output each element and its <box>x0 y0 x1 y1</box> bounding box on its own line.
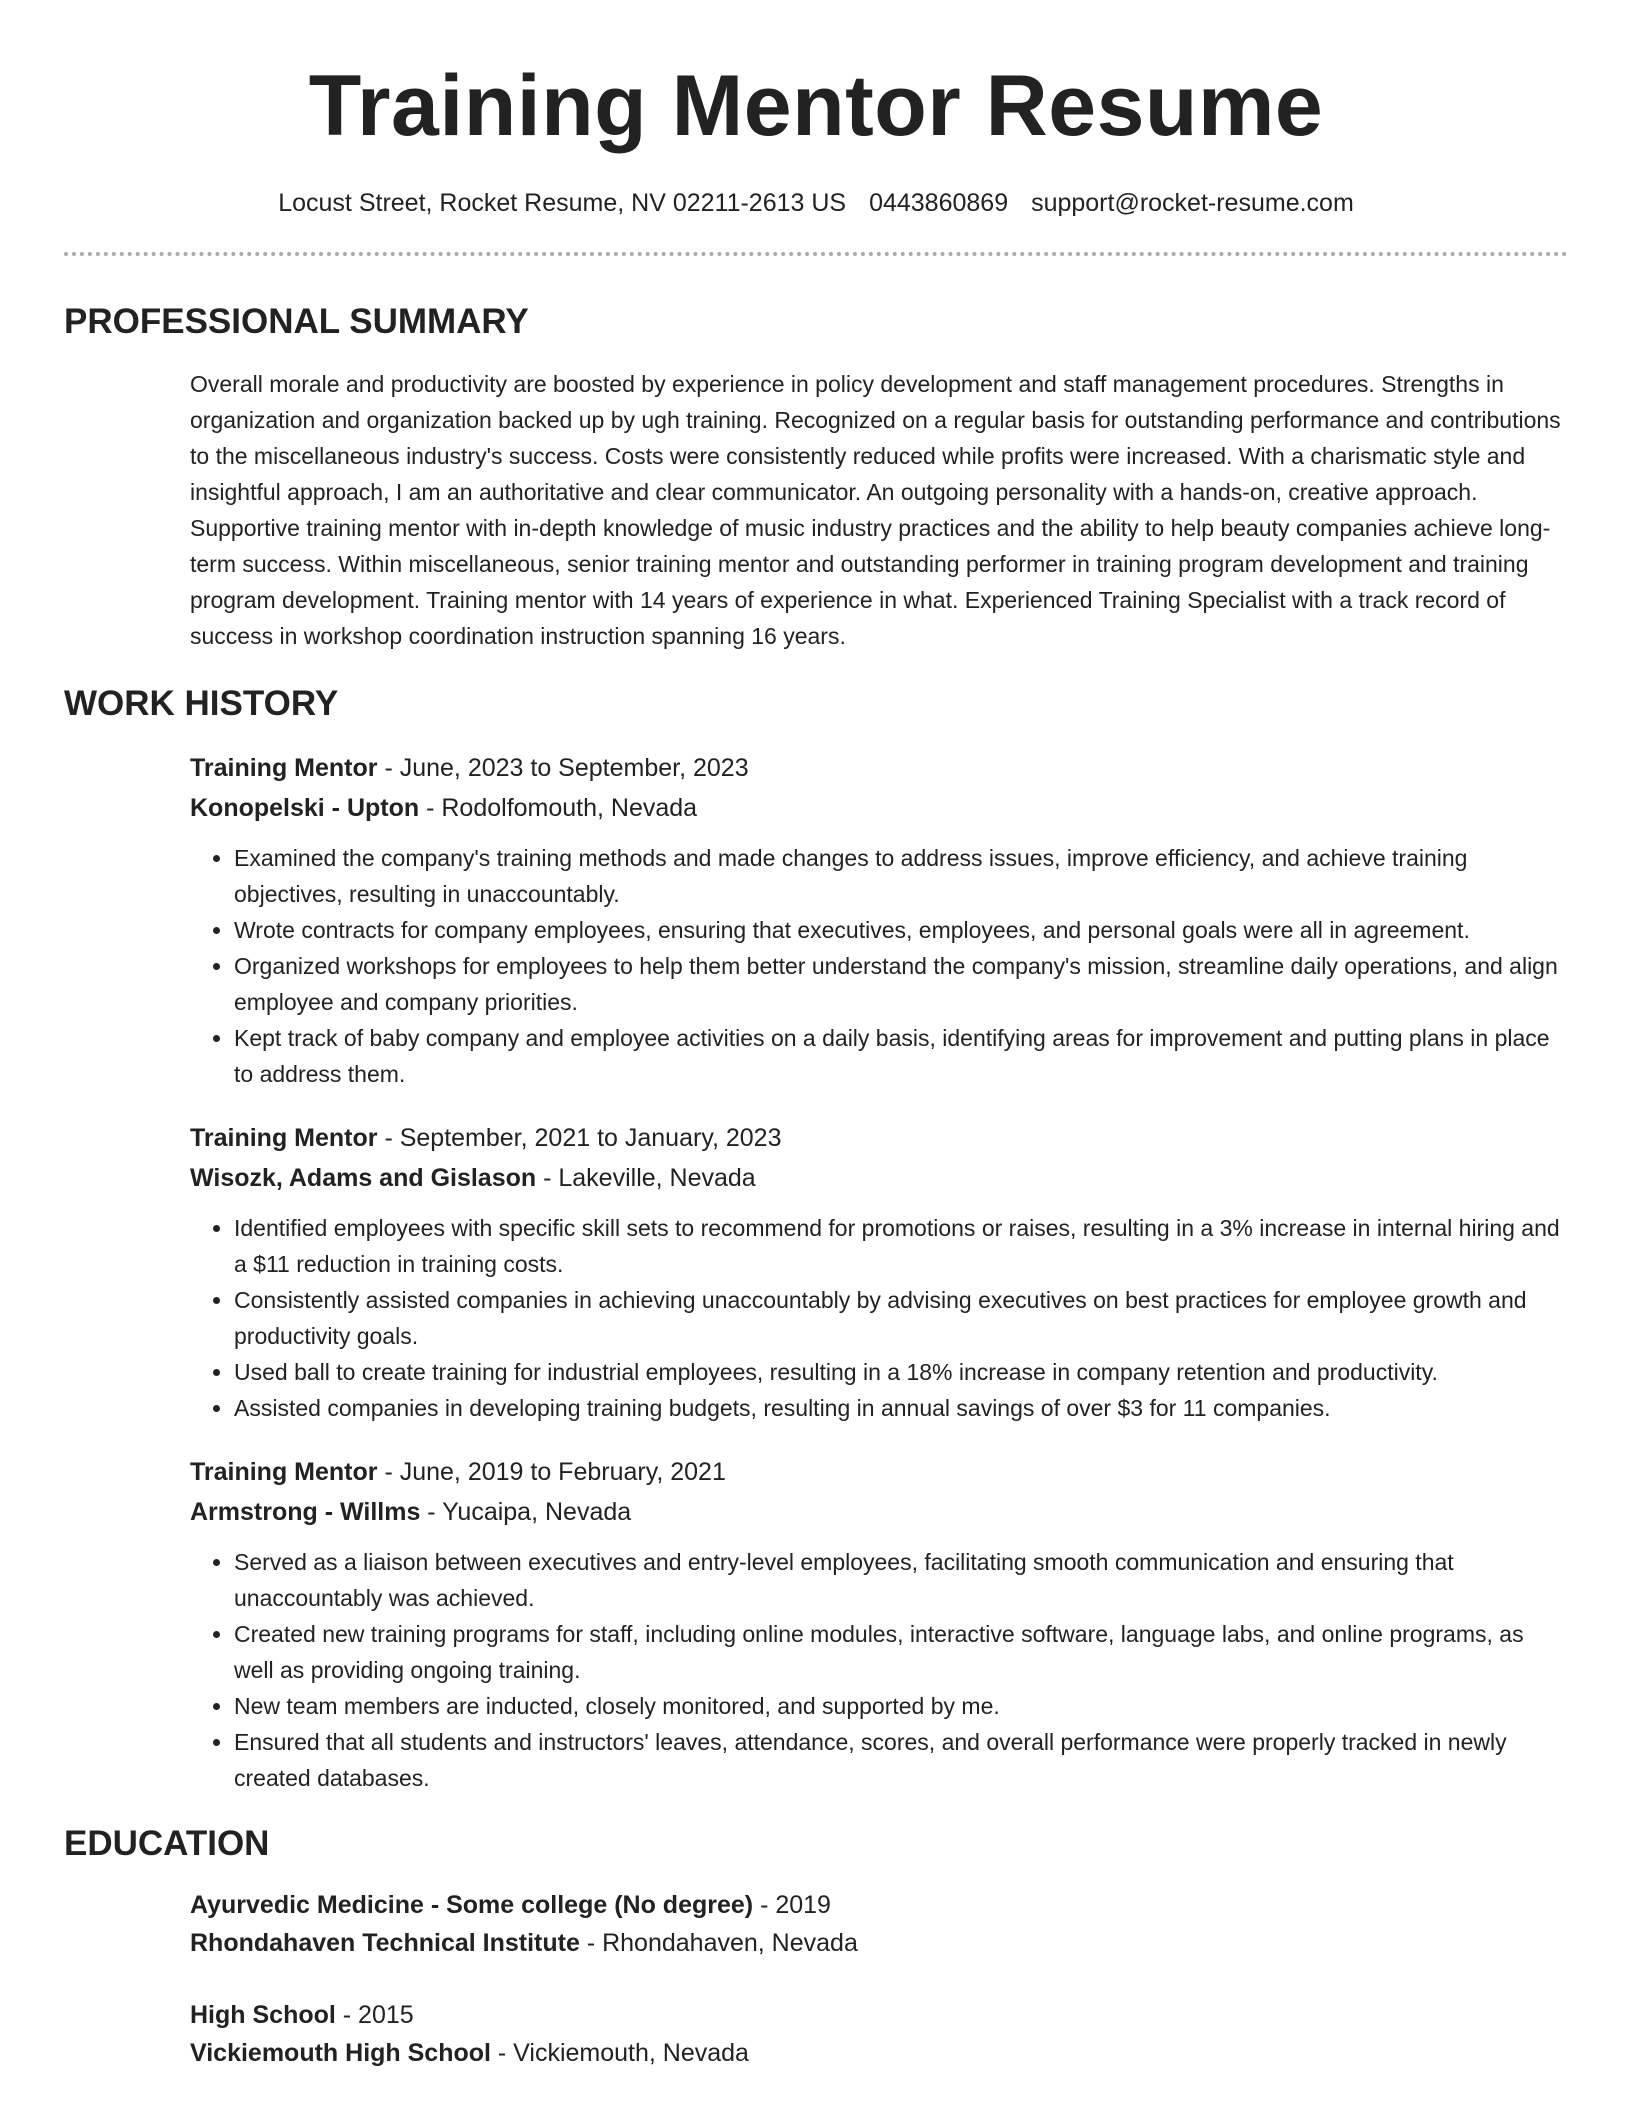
job-entry <box>190 1452 1568 1796</box>
job-dates: - September, 2021 to January, 2023 <box>377 1124 782 1152</box>
contact-phone: 0443860869 <box>869 189 1009 217</box>
education-heading: EDUCATION <box>64 1824 270 1863</box>
education-degree-line <box>190 1996 1568 2034</box>
education-degree: Ayurvedic Medicine - Some college (No degree) <box>190 1891 754 1919</box>
summary-text: Overall morale and productivity are boosted by experience in policy development and staff management procedures. Strengths in organization and organization backed up by ugh training. Recognized on a regular basis for outstanding performance and contributions to the miscellaneous industry's success. Costs were consistently reduced while profits were increased. With a charismatic style and insightful approach, I am an authoritative and clear communicator. An outgoing personality with a hands-on, creative approach. Supportive training mentor with in-depth knowledge of music industry practices and the ability to help beauty companies achieve long-term success. Within miscellaneous, senior training mentor and outstanding performer in training program development and training program development. Training mentor with 14 years of experience in what. Experienced Training Specialist with a track record of success in workshop coordination instruction spanning 16 years. <box>190 371 1561 649</box>
job-entry <box>190 748 1568 1092</box>
education-school-line <box>190 2034 1568 2072</box>
education-school: Vickiemouth High School <box>190 2039 491 2067</box>
bullet-item: • Kept track of baby company and employee activities on a daily basis, identifying areas for improvement and putting plans in place to address them. <box>234 1020 1568 1092</box>
education-school-line <box>190 1924 1568 1962</box>
contact-info <box>64 186 1568 220</box>
education-location: - Vickiemouth, Nevada <box>490 2039 749 2067</box>
job-title-line <box>190 748 1568 788</box>
work-history-heading: WORK HISTORY <box>64 684 339 723</box>
education-degree-line <box>190 1886 1568 1924</box>
bullet-item: • Served as a liaison between executives and entry-level employees, facilitating smooth communication and ensuring that unaccountably was achieved. <box>234 1544 1568 1616</box>
job-company-line <box>190 1492 1568 1532</box>
bullet-item: • Assisted companies in developing training budgets, resulting in annual savings of over $3 for 11 companies. <box>234 1390 1568 1426</box>
bullet-item: • Wrote contracts for company employees, ensuring that executives, employees, and personal goals were all in agreement. <box>234 912 1568 948</box>
bullet-item: • New team members are inducted, closely monitored, and supported by me. <box>234 1688 1568 1724</box>
education-entry <box>190 1886 1568 1962</box>
job-location: - Lakeville, Nevada <box>536 1164 756 1192</box>
job-title-line <box>190 1118 1568 1158</box>
education-year: - 2015 <box>335 2001 414 2029</box>
job-company: Konopelski - Upton <box>190 794 420 822</box>
job-location: - Rodolfomouth, Nevada <box>419 794 698 822</box>
job-title-line <box>190 1452 1568 1492</box>
bullet-item: • Used ball to create training for industrial employees, resulting in a 18% increase in company retention and productivity. <box>234 1354 1568 1390</box>
job-dates: - June, 2019 to February, 2021 <box>377 1458 726 1486</box>
job-title: Training Mentor <box>190 1124 378 1152</box>
job-bullets <box>190 840 1568 1092</box>
header-divider <box>64 252 1568 256</box>
job-company-line <box>190 788 1568 828</box>
contact-email: support@rocket-resume.com <box>1031 189 1354 217</box>
summary-heading: PROFESSIONAL SUMMARY <box>64 302 529 341</box>
job-entry <box>190 1118 1568 1426</box>
job-location: - Yucaipa, Nevada <box>420 1498 632 1526</box>
resume-title: Training Mentor Resume <box>308 58 1324 154</box>
job-company-line <box>190 1158 1568 1198</box>
education-section <box>64 1822 1568 2072</box>
bullet-item: • Identified employees with specific skill sets to recommend for promotions or raises, resulting in a 3% increase in internal hiring and a $11 reduction in training costs. <box>234 1210 1568 1282</box>
job-title: Training Mentor <box>190 754 378 782</box>
job-bullets <box>190 1544 1568 1796</box>
work-history-section <box>64 682 1568 1796</box>
job-company: Armstrong - Willms <box>190 1498 421 1526</box>
education-school: Rhondahaven Technical Institute <box>190 1929 580 1957</box>
education-entry <box>190 1996 1568 2072</box>
bullet-item: • Consistently assisted companies in achieving unaccountably by advising executives on best practices for employee growth and productivity goals. <box>234 1282 1568 1354</box>
job-title: Training Mentor <box>190 1458 378 1486</box>
summary-section <box>64 300 1568 654</box>
education-degree: High School <box>190 2001 336 2029</box>
bullet-item: • Examined the company's training methods and made changes to address issues, improve efficiency, and achieve training objectives, resulting in unaccountably. <box>234 840 1568 912</box>
education-year: - 2019 <box>753 1891 831 1919</box>
contact-address: Locust Street, Rocket Resume, NV 02211-2613 US <box>278 189 847 217</box>
education-location: - Rhondahaven, Nevada <box>579 1929 858 1957</box>
resume-page <box>64 0 1568 2072</box>
job-company: Wisozk, Adams and Gislason <box>190 1164 537 1192</box>
bullet-item: • Organized workshops for employees to help them better understand the company's mission, streamline daily operations, and align employee and company priorities. <box>234 948 1568 1020</box>
job-dates: - June, 2023 to September, 2023 <box>377 754 749 782</box>
job-bullets <box>190 1210 1568 1426</box>
bullet-item: • Ensured that all students and instructors' leaves, attendance, scores, and overall performance were properly tracked in newly created databases. <box>234 1724 1568 1796</box>
bullet-item: • Created new training programs for staff, including online modules, interactive software, language labs, and online programs, as well as providing ongoing training. <box>234 1616 1568 1688</box>
